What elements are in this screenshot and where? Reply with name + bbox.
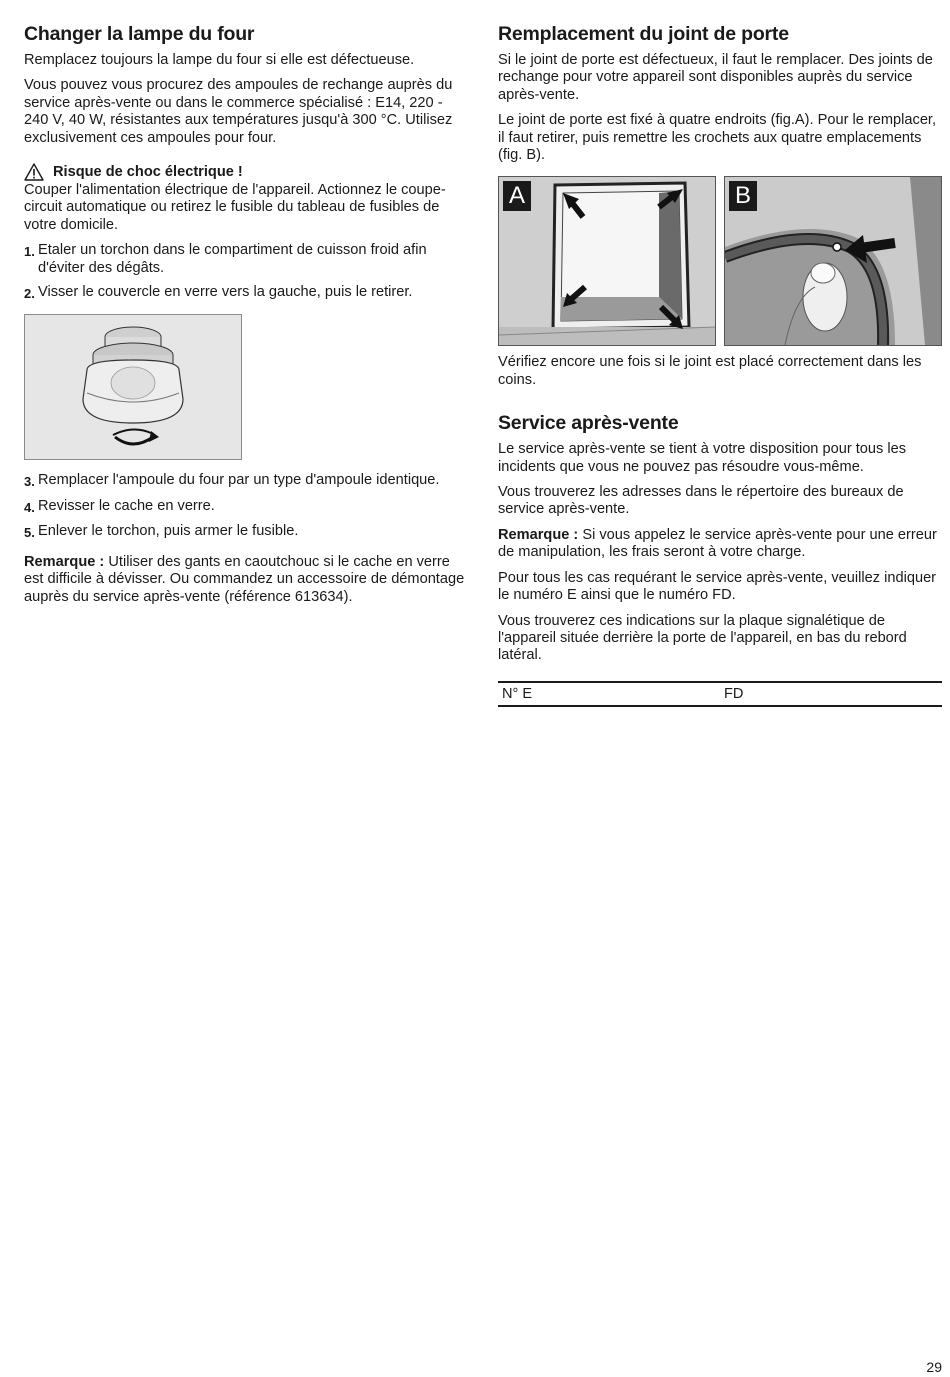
list-item: 5. Enlever le torchon, puis armer le fusible. bbox=[24, 523, 299, 541]
section-title-service: Service après-vente bbox=[498, 412, 679, 435]
left-column bbox=[24, 22, 470, 614]
right-column bbox=[498, 22, 942, 707]
oven-interior-drawing bbox=[499, 177, 716, 345]
warning-title: Risque de choc électrique ! bbox=[53, 164, 243, 181]
service-note: Remarque : Si vous appelez le service après-vente pour une erreur de manipulation, les frais seront à votre charge. bbox=[498, 526, 937, 561]
e-number-label: N° E bbox=[502, 685, 533, 702]
lamp-intro: Remplacez toujours la lampe du four si elle est défectueuse. bbox=[24, 52, 415, 68]
figure-a-label: A bbox=[503, 181, 531, 211]
seal-para-1: Si le joint de porte est défectueux, il faut le remplacer. Des joints de rechange pour votre appareil sont disponibles auprès du service après-vente. bbox=[498, 52, 933, 103]
lamp-cover-drawing bbox=[25, 315, 241, 459]
service-para-3: Pour tous les cas requérant le service après-vente, veuillez indiquer le numéro E ainsi que le numéro FD. bbox=[498, 569, 937, 604]
e-fd-number-table bbox=[498, 681, 942, 707]
steps-list-b bbox=[24, 472, 470, 541]
lamp-note: Remarque : Utiliser des gants en caoutchouc si le cache en verre est difficile à dévisser. Ou commandez un accessoire de démontage auprès du service après-vente (référence 613634). bbox=[24, 553, 465, 605]
service-para-2: Vous trouverez les adresses dans le répertoire des bureaux de service après-vente. bbox=[498, 484, 904, 518]
lamp-para: Vous pouvez vous procurez des ampoules de rechange auprès du service après-vente ou dans le commerce spécialisé : E14, 220 - 240 V, 40 W, résistantes aux températures jusqu'à 300 °C. Utilisez exclusivement ces ampoules pour four. bbox=[24, 77, 453, 146]
fd-number-label: FD bbox=[724, 685, 744, 702]
figure-b-label: B bbox=[729, 181, 757, 211]
section-title-seal: Remplacement du joint de porte bbox=[498, 23, 789, 45]
service-para-4: Vous trouverez ces indications sur la plaque signalétique de l'appareil située derrière la porte de l'appareil, en bas du rebord latéral. bbox=[498, 612, 907, 664]
warning-heading bbox=[24, 163, 470, 181]
list-item: 2. Visser le couvercle en verre vers la gauche, puis le retirer. bbox=[24, 284, 413, 302]
service-para-1: Le service après-vente se tient à votre disposition pour tous les incidents que vous ne pouvez pas résoudre vous-même. bbox=[498, 441, 907, 475]
list-item: 3. Remplacer l'ampoule du four par un type d'ampoule identique. bbox=[24, 472, 440, 490]
seal-para-2: Le joint de porte est fixé à quatre endroits (fig.A). Pour le remplacer, il faut retirer, puis remettre les crochets aux quatre emplacements (fig. B). bbox=[498, 112, 937, 164]
seal-figures bbox=[498, 176, 942, 346]
door-seal-drawing bbox=[725, 177, 942, 345]
page-number: 29 bbox=[926, 1359, 942, 1375]
warning-triangle-icon bbox=[24, 163, 44, 181]
lamp-cover-illustration bbox=[24, 314, 242, 460]
seal-para-3: Vérifiez encore une fois si le joint est placé correctement dans les coins. bbox=[498, 354, 922, 388]
section-title-lamp: Changer la lampe du four bbox=[24, 23, 255, 45]
warning-text: Couper l'alimentation électrique de l'appareil. Actionnez le coupe-circuit automatique ou retirez le fusible du tableau de fusibles de votre domicile. bbox=[24, 182, 446, 233]
list-item: 1. Etaler un torchon dans le compartiment de cuisson froid afin d'éviter des dégâts. bbox=[24, 242, 427, 276]
figure-a bbox=[498, 176, 716, 346]
figure-b bbox=[724, 176, 942, 346]
steps-list-a bbox=[24, 242, 470, 302]
list-item: 4. Revisser le cache en verre. bbox=[24, 497, 215, 515]
